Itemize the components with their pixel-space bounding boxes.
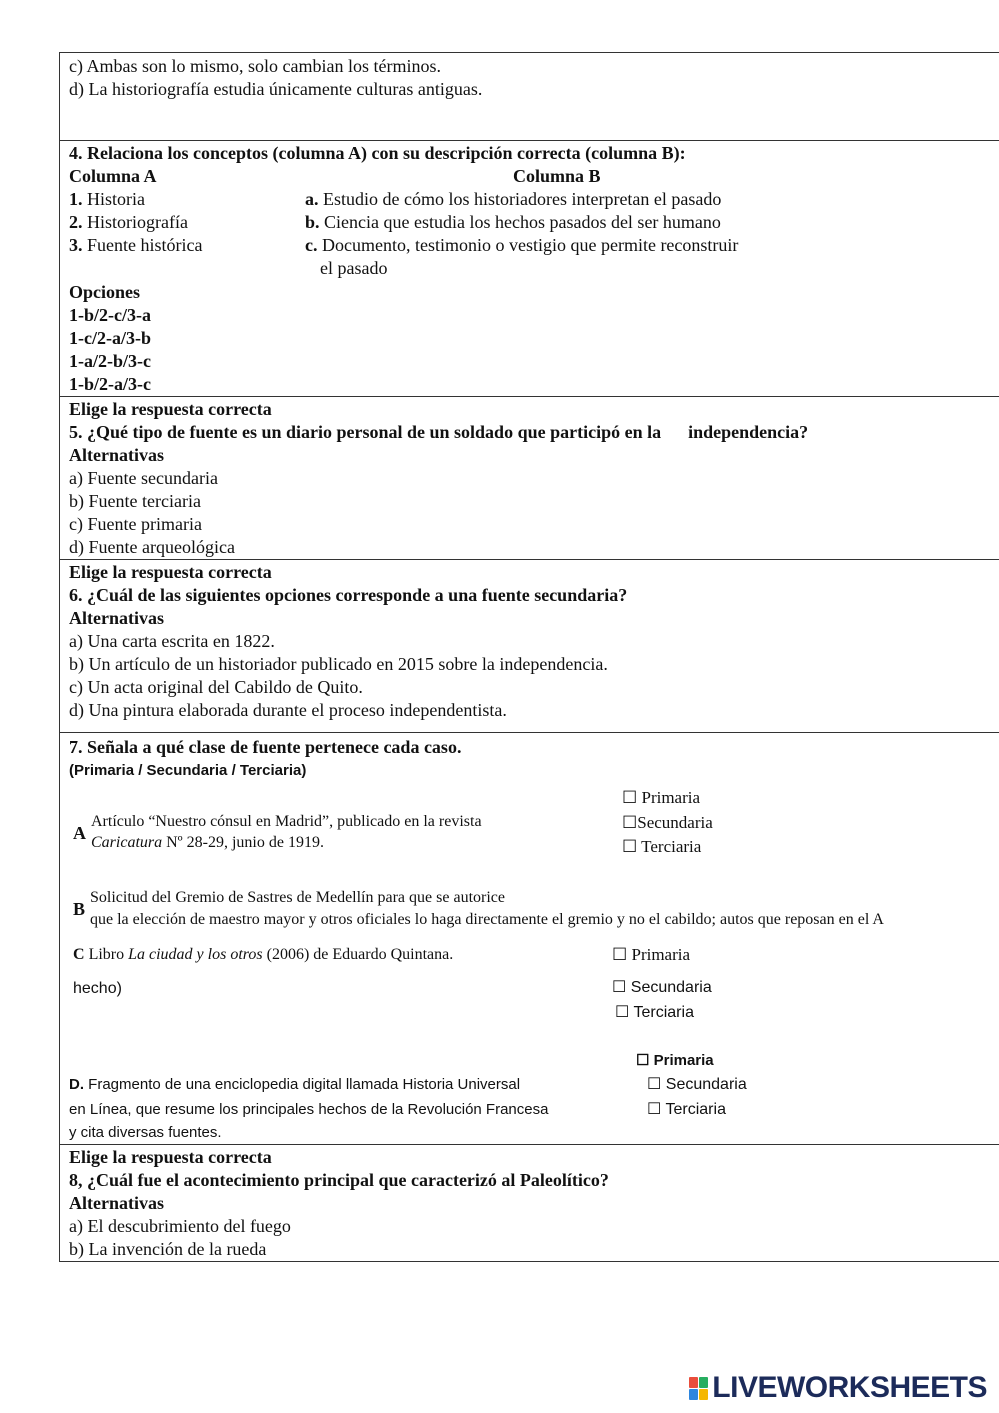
q7-item-a-check-terciaria[interactable]: ☐ Terciaria [622, 837, 702, 856]
question-4-box [59, 140, 999, 397]
q4-col-b-item-a: a. Estudio de cómo los historiadores interpretan el pasado [305, 189, 722, 209]
q7-item-b-line1: Solicitud del Gremio de Sastres de Medellín para que se autorice [90, 889, 505, 906]
q7-item-c-overflow-text: hecho) [73, 980, 122, 997]
q7-item-d-check-terciaria[interactable]: ☐ Terciaria [647, 1101, 726, 1118]
q7-title: 7. Señala a qué clase de fuente pertenece cada caso. [69, 737, 462, 757]
question-5-box [59, 396, 999, 560]
q4-title: 4. Relaciona los conceptos (columna A) con su descripción correcta (columna B): [69, 143, 686, 163]
q7-item-c-check-terciaria[interactable]: ☐ Terciaria [615, 1004, 694, 1021]
q4-col-b-item-b: b. Ciencia que estudia los hechos pasados del ser humano [305, 212, 721, 232]
q7-item-c-check-primaria[interactable]: ☐ Primaria [612, 945, 691, 964]
q6-option-d[interactable]: d) Una pintura elaborada durante el proceso independentista. [69, 700, 507, 720]
q7-item-d-line3: y cita diversas fuentes. [69, 1124, 222, 1141]
q8-instruction: Elige la respuesta correcta [69, 1147, 272, 1167]
q7-item-b-letter: B [73, 899, 86, 919]
q7-item-a-letter: A [73, 823, 86, 843]
q8-option-a[interactable]: a) El descubrimiento del fuego [69, 1216, 291, 1236]
question-6-box [59, 559, 999, 733]
q7-item-c-check-secundaria[interactable]: ☐ Secundaria [612, 979, 712, 996]
q4-col-b-item-c: c. Documento, testimonio o vestigio que permite reconstruir [305, 235, 739, 255]
q6-option-c[interactable]: c) Un acta original del Cabildo de Quito. [69, 677, 363, 697]
q7-item-a-line2: Caricatura Nº 28-29, junio de 1919. [91, 834, 324, 851]
q4-options-label: Opciones [69, 282, 141, 302]
q6-instruction: Elige la respuesta correcta [69, 562, 272, 582]
q4-col-a-item-3: 3. Fuente histórica [69, 235, 203, 255]
question-8-box [59, 1144, 999, 1262]
q6-question: 6. ¿Cuál de las siguientes opciones corresponde a una fuente secundaria? [69, 585, 628, 605]
q4-option-2[interactable]: 1-c/2-a/3-b [69, 328, 151, 348]
q7-subtitle: (Primaria / Secundaria / Terciaria) [69, 762, 307, 779]
q8-option-b[interactable]: b) La invención de la rueda [69, 1239, 267, 1259]
q6-option-b[interactable]: b) Un artículo de un historiador publicado en 2015 sobre la independencia. [69, 654, 608, 674]
q4-col-a-item-2: 2. Historiografía [69, 212, 188, 232]
q5-option-c[interactable]: c) Fuente primaria [69, 514, 202, 534]
q3-option-c[interactable]: c) Ambas son lo mismo, solo cambian los términos. [69, 56, 441, 76]
q4-option-1[interactable]: 1-b/2-c/3-a [69, 305, 151, 325]
q8-alternatives-label: Alternativas [69, 1193, 164, 1213]
q3-option-d[interactable]: d) La historiografía estudia únicamente culturas antiguas. [69, 79, 483, 99]
q5-instruction: Elige la respuesta correcta [69, 399, 272, 419]
q5-alternatives-label: Alternativas [69, 445, 164, 465]
q5-question: 5. ¿Qué tipo de fuente es un diario personal de un soldado que participó en la independencia? [69, 422, 809, 442]
q4-column-b-header: Columna B [513, 166, 601, 186]
q5-option-d[interactable]: d) Fuente arqueológica [69, 537, 235, 557]
liveworksheets-logo[interactable] [689, 1371, 987, 1405]
q7-item-d-check-secundaria[interactable]: ☐ Secundaria [647, 1076, 747, 1093]
question-3-box [59, 52, 999, 141]
q4-col-b-item-c-continued: el pasado [320, 258, 388, 278]
q7-item-b-line2: que la elección de maestro mayor y otros oficiales lo haga directamente el gremio y no el cabildo; autos que reposan en el A [90, 911, 884, 928]
q5-option-b[interactable]: b) Fuente terciaria [69, 491, 201, 511]
liveworksheets-logo-icon [689, 1377, 708, 1400]
q8-question: 8, ¿Cuál fue el acontecimiento principal que caracterizó al Paleolítico? [69, 1170, 609, 1190]
q5-option-a[interactable]: a) Fuente secundaria [69, 468, 218, 488]
liveworksheets-logo-text: LIVEWORKSHEETS [712, 1371, 987, 1404]
q6-option-a[interactable]: a) Una carta escrita en 1822. [69, 631, 275, 651]
q7-item-d-line2: en Línea, que resume los principales hechos de la Revolución Francesa [69, 1101, 549, 1118]
q4-column-a-header: Columna A [69, 166, 157, 186]
q4-option-3[interactable]: 1-a/2-b/3-c [69, 351, 151, 371]
q7-item-c: C Libro La ciudad y los otros (2006) de Eduardo Quintana. [73, 946, 454, 963]
q7-item-a-check-primaria[interactable]: ☐ Primaria [622, 788, 701, 807]
q4-option-4[interactable]: 1-b/2-a/3-c [69, 374, 151, 394]
question-7-box [59, 732, 999, 1145]
q7-item-d-line1: D. Fragmento de una enciclopedia digital llamada Historia Universal [69, 1076, 521, 1093]
q6-alternatives-label: Alternativas [69, 608, 164, 628]
q7-item-a-check-secundaria[interactable]: ☐Secundaria [622, 813, 713, 832]
q7-item-a-line1: Artículo “Nuestro cónsul en Madrid”, publicado en la revista [91, 813, 482, 830]
q4-col-a-item-1: 1. Historia [69, 189, 145, 209]
q7-item-d-check-primaria[interactable]: ☐ Primaria [636, 1052, 714, 1069]
